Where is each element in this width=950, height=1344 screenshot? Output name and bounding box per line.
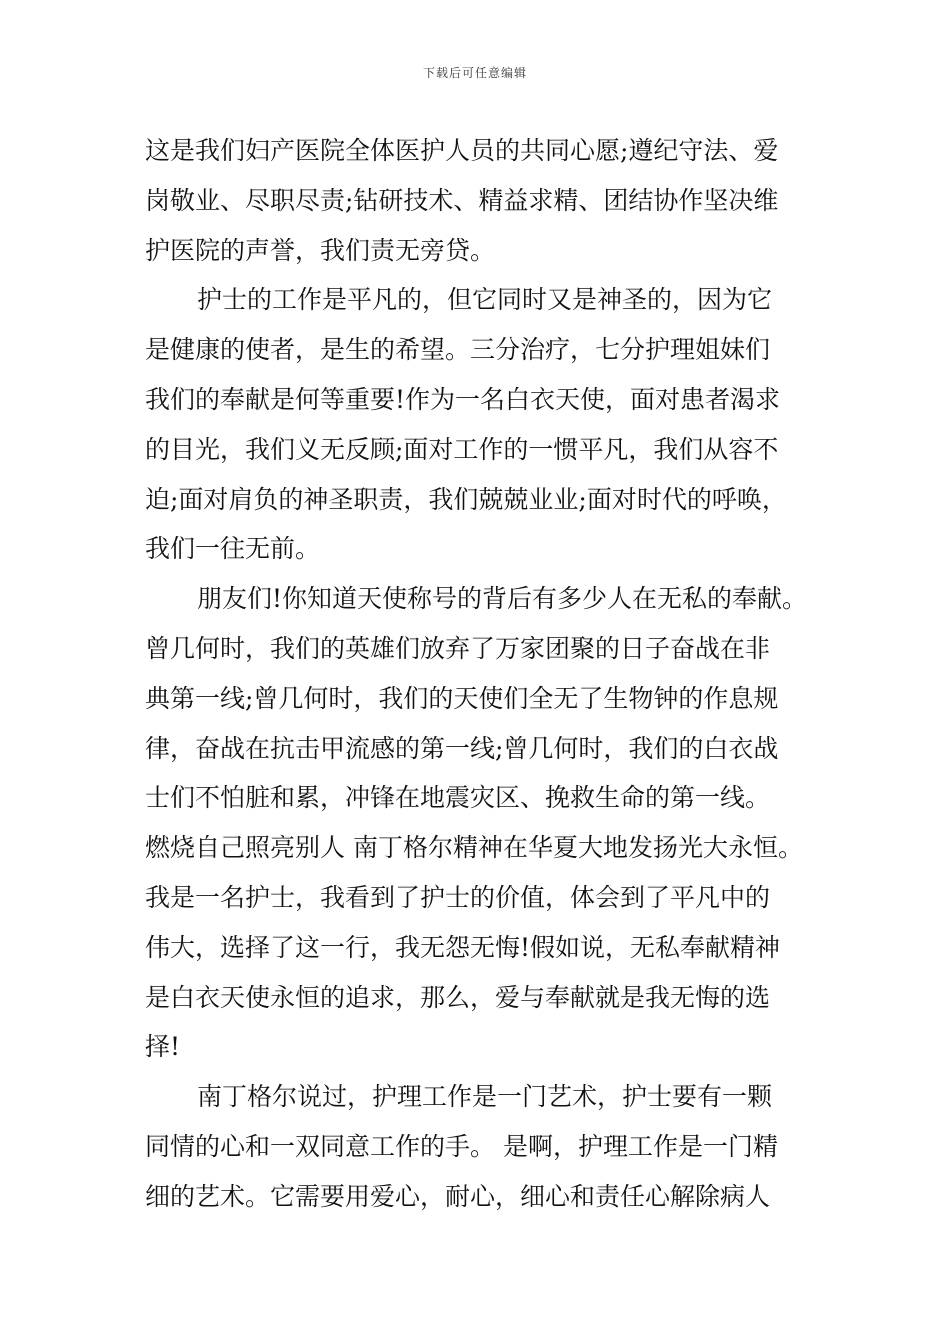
text-line: 岗敬业、尽职尽责;钻研技术、精益求精、团结协作坚决维	[145, 185, 779, 215]
text-line: 曾几何时，我们的英雄们放弃了万家团聚的日子奋战在非	[145, 633, 771, 663]
text-line: 我们的奉献是何等重要!作为一名白衣天使，面对患者渴求	[145, 384, 781, 414]
text-line: 的目光，我们义无反顾;面对工作的一惯平凡，我们从容不	[145, 434, 779, 464]
text-line: 士们不怕脏和累，冲锋在地震灾区、挽救生命的第一线。	[145, 783, 771, 813]
text-line: 迫;面对肩负的神圣职责，我们兢兢业业;面对时代的呼唤，	[145, 484, 787, 514]
text-line: 伟大，选择了这一行，我无怨无悔!假如说，无私奉献精神	[145, 932, 781, 962]
text-line: 律，奋战在抗击甲流感的第一线;曾几何时，我们的白衣战	[145, 733, 779, 763]
paragraph	[145, 1072, 815, 1221]
text-line: 这是我们妇产医院全体医护人员的共同心愿;遵纪守法、爱	[145, 136, 779, 165]
text-line: 我是一名护士，我看到了护士的价值，体会到了平凡中的	[145, 882, 771, 912]
paragraph	[145, 574, 815, 1072]
text-line: 细的艺术。它需要用爱心，耐心，细心和责任心解除病人	[145, 1181, 771, 1211]
text-line: 是健康的使者，是生的希望。三分治疗，七分护理姐妹们	[145, 335, 771, 365]
text-line: 是白衣天使永恒的追求，那么，爱与奉献就是我无悔的选	[145, 982, 771, 1012]
text-line: 南丁格尔说过，护理工作是一门艺术，护士要有一颗	[197, 1082, 773, 1112]
text-line: 护医院的声誉，我们责无旁贷。	[145, 235, 496, 265]
text-line: 朋友们!你知道天使称号的背后有多少人在无私的奉献。	[197, 584, 808, 614]
text-line: 燃烧自己照亮别人 南丁格尔精神在华夏大地发扬光大永恒。	[145, 833, 803, 863]
body-text	[145, 126, 815, 1222]
text-line: 护士的工作是平凡的，但它同时又是神圣的，因为它	[197, 285, 773, 315]
text-line: 同情的心和一双同意工作的手。 是啊，护理工作是一门精	[145, 1131, 778, 1161]
text-line: 典第一线;曾几何时，我们的天使们全无了生物钟的作息规	[145, 683, 779, 713]
page-header: 下载后可任意编辑	[422, 66, 527, 80]
paragraph	[145, 126, 815, 275]
text-line: 择!	[145, 1032, 181, 1062]
paragraph	[145, 275, 815, 574]
text-line: 我们一往无前。	[145, 534, 321, 564]
